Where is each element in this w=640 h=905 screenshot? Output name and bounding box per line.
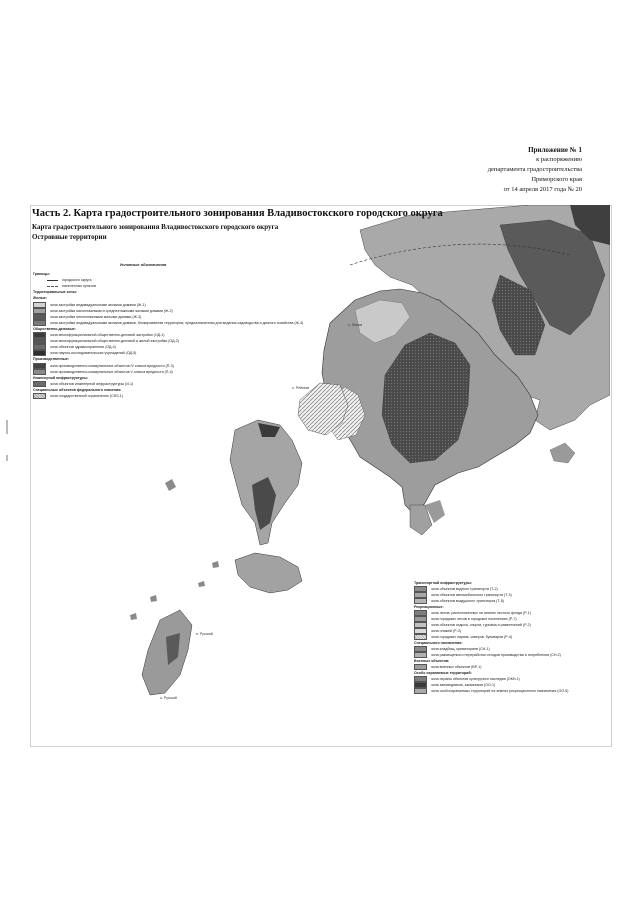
dashed-line-swatch bbox=[47, 286, 58, 287]
hatch-swatch bbox=[33, 393, 46, 399]
legend-label: зона застройки индивидуальными жилыми домами, блокированная территория, предназначенная для ведения садоводства и дачного хозяйства (Ж-4) bbox=[50, 320, 304, 325]
legend-section-protected: Особо охраняемых территорий: bbox=[414, 671, 472, 675]
legend-label: населенных пунктов bbox=[62, 284, 96, 289]
legend-title: Условные обозначения bbox=[119, 262, 167, 267]
legend-label: зона пляжей (Р-3) bbox=[431, 629, 461, 633]
legend-label: зона производственно-коммунальных объектов V класса вредности (П-4) bbox=[50, 369, 173, 374]
legend-label: зона заповедников, заказников (ОО-1) bbox=[431, 683, 496, 687]
legend-label: зона объектов инженерной инфраструктуры (И-1) bbox=[50, 381, 134, 386]
scan-margin-mark bbox=[6, 455, 8, 461]
map-subtitle: Карта градостроительного зонирования Владивостокского городского округа bbox=[32, 223, 279, 231]
appendix-date: от 14 апреля 2017 года № 20 bbox=[503, 186, 582, 193]
map-title: Часть 2. Карта градостроительного зонирования Владивостокского городского округа bbox=[32, 208, 443, 219]
color-swatch bbox=[33, 320, 46, 326]
map-subtitle-islands: Островные территории bbox=[32, 233, 107, 241]
appendix-line: к распоряжению bbox=[536, 156, 582, 163]
legend-label: зона застройки многоэтажными жилыми домами (Ж-3) bbox=[50, 314, 142, 319]
legend-label: городского округа bbox=[62, 278, 92, 283]
appendix-line: Приморского края bbox=[531, 176, 582, 183]
color-swatch bbox=[33, 302, 46, 308]
rikord-island bbox=[142, 610, 192, 695]
color-swatch bbox=[33, 338, 46, 344]
legend-item bbox=[33, 393, 313, 399]
legend-section-federal: Специальных объектов федерального значения: bbox=[33, 387, 122, 392]
place-label: о. Рейнеке bbox=[292, 386, 310, 390]
line-swatch bbox=[47, 280, 58, 281]
legend-section-special: Специального назначения: bbox=[414, 641, 463, 645]
place-label: п. Русский bbox=[196, 632, 213, 636]
legend-label: зона кладбищ, крематориев (СН-1) bbox=[431, 647, 490, 651]
legend-label: зона охраны объектов культурного наследия (ОКН-1) bbox=[431, 677, 520, 681]
legend-section-industrial: Производственные: bbox=[33, 357, 70, 362]
legend-label: зона особоохраняемых территорий на землях рекреационного назначения (ОО-5) bbox=[431, 689, 569, 693]
color-swatch bbox=[33, 344, 46, 350]
legend-section-military: Военных объектов: bbox=[414, 659, 450, 663]
place-label: о. Попов bbox=[348, 323, 363, 327]
legend-left bbox=[33, 262, 313, 399]
legend-item bbox=[414, 688, 609, 694]
islet bbox=[198, 581, 205, 587]
legend-section-residential: Жилые: bbox=[33, 296, 48, 301]
legend-label: зона многофункциональной общественно-деловой застройки (ОД-1) bbox=[50, 333, 165, 338]
legend-label: зона производственно-коммунальных объектов IV класса вредности (П-3) bbox=[50, 363, 174, 368]
legend-label: зона лесов, расположенных на землях лесного фонда (Р-1) bbox=[431, 611, 531, 615]
islet bbox=[165, 479, 176, 491]
legend-section-public: Общественно-деловые: bbox=[33, 326, 76, 331]
legend-label: зона объектов водного транспорта (Т-2) bbox=[431, 587, 498, 591]
islet bbox=[130, 613, 137, 620]
legend-label: зона военных объектов (ВР-1) bbox=[431, 665, 482, 669]
legend-section-zones: Территориальные зоны: bbox=[33, 290, 77, 295]
legend-section-engineering: Инженерной инфраструктуры: bbox=[33, 375, 88, 380]
legend-label: зона многофункциональной общественно-деловой и жилой застройки (ОД-2) bbox=[50, 339, 179, 344]
legend-label: зона объектов автомобильного транспорта (Т-3) bbox=[431, 593, 512, 597]
appendix-line: департамента градостроительства bbox=[487, 166, 582, 173]
islet bbox=[550, 443, 575, 463]
legend-label: зона размещения и переработки отходов производства и потребления (СН-2) bbox=[431, 653, 561, 657]
islet bbox=[150, 595, 157, 602]
appendix-block bbox=[382, 145, 582, 195]
legend-label: зона застройки индивидуальными жилыми домами (Ж-1) bbox=[50, 302, 146, 307]
legend-section-transport: Транспортной инфраструктуры: bbox=[414, 581, 472, 585]
color-swatch bbox=[33, 332, 46, 338]
legend-label: зона застройки малоэтажными и среднеэтажными жилыми домами (Ж-2) bbox=[50, 308, 173, 313]
legend-label: зона государственной ограниченно (СФЗ-1) bbox=[50, 393, 123, 398]
color-swatch bbox=[33, 381, 46, 387]
scan-margin-mark bbox=[6, 420, 8, 434]
legend-section-borders: Границы: bbox=[33, 272, 50, 277]
legend-label: зона городских парков, скверов, бульваров (Р-4) bbox=[431, 635, 513, 639]
appendix-number: Приложение № 1 bbox=[528, 146, 582, 154]
place-label: о. Русский bbox=[160, 696, 177, 700]
color-swatch bbox=[33, 308, 46, 314]
legend-label: зона объектов отдыха, спорта, туризма и развлечений (Р-2) bbox=[431, 623, 531, 627]
reineke-island bbox=[235, 553, 302, 593]
legend-label: зона городских лесов в городских поселениях (Р-7) bbox=[431, 617, 517, 621]
legend-label: зона научно-исследовательских учреждений (ОД-5) bbox=[50, 351, 137, 356]
legend-right bbox=[414, 580, 609, 694]
color-swatch bbox=[33, 369, 46, 375]
color-swatch bbox=[414, 688, 427, 694]
islet bbox=[212, 561, 219, 568]
legend-label: зона объектов воздушного транспорта (Т-5) bbox=[431, 599, 504, 603]
legend-section-recreation: Рекреационные: bbox=[414, 605, 444, 609]
color-swatch bbox=[33, 363, 46, 369]
legend-label: зона объектов здравоохранения (ОД-4) bbox=[50, 345, 116, 350]
